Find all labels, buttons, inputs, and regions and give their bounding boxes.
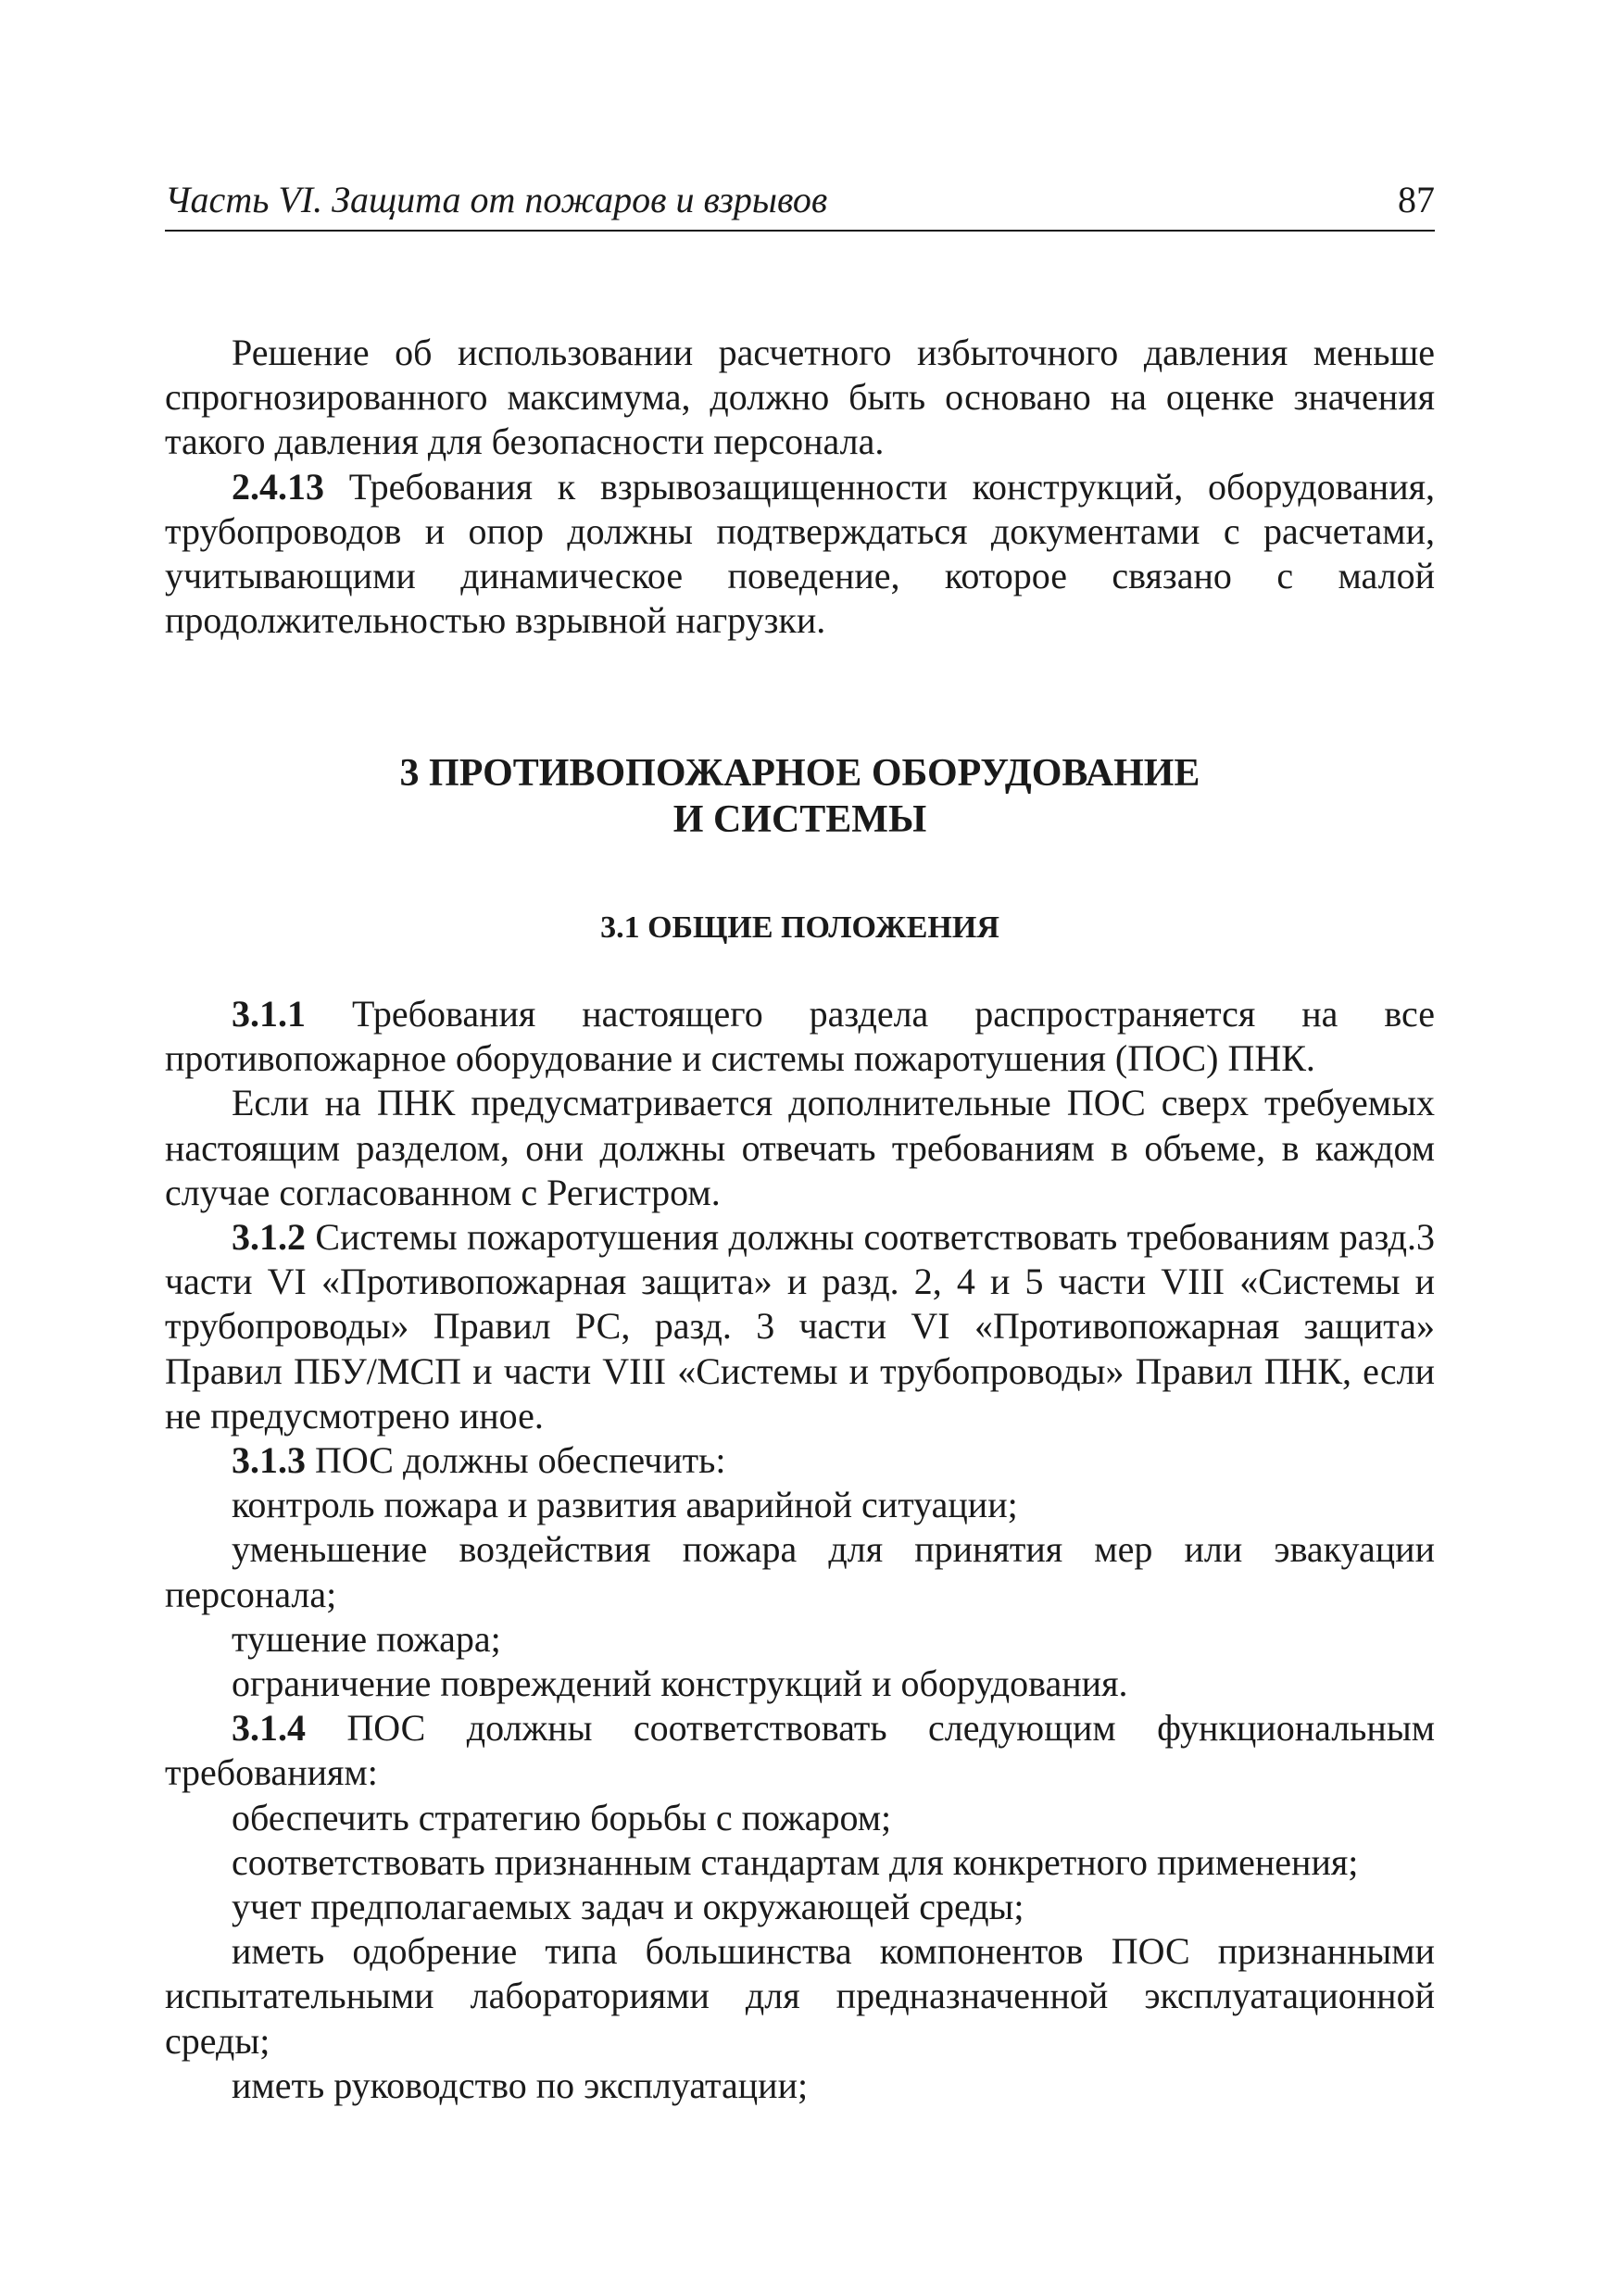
- paragraph: 3.1.3 ПОС должны обеспечить:: [232, 1439, 726, 1482]
- list-item: иметь одобрение типа большинства компонентов ПОС признанными испытательными лабораториями для предназначенной эксплуатационной среды;: [165, 1930, 1435, 2062]
- paragraph: 3.1.4 ПОС должны соответствовать следующим функциональным требованиям:: [165, 1707, 1435, 1794]
- intro-text: [165, 331, 1435, 643]
- list-item: ограничение повреждений конструкций и оборудования.: [232, 1662, 1128, 1705]
- list-item: уменьшение воздействия пожара для принятия мер или эвакуации персонала;: [165, 1528, 1435, 1615]
- paragraph: Если на ПНК предусматривается дополнительные ПОС сверх требуемых настоящим разделом, они должны отвечать требованиям в объеме, в каждом случае согласованном с Регистром.: [165, 1082, 1435, 1213]
- paragraph: 3.1.2 Системы пожаротушения должны соответствовать требованиям разд.3 части VI «Противопожарная защита» и разд. 2, 4 и 5 части VIII «Системы и трубопроводы» Правил РС, разд. 3 части VI «Противопожарная защита» Правил ПБУ/МСП и части VIII «Системы и трубопроводы» Правил ПНК, если не предусмотрено иное.: [165, 1216, 1435, 1437]
- list-item: контроль пожара и развития аварийной ситуации;: [232, 1484, 1018, 1526]
- clause-number: 3.1.4: [232, 1707, 306, 1750]
- clause-number: 3.1.2: [232, 1216, 306, 1259]
- list-item: иметь руководство по эксплуатации;: [232, 2064, 809, 2106]
- list-item: обеспечить стратегию борьбы с пожаром;: [232, 1796, 892, 1838]
- list-item: учет предполагаемых задач и окружающей среды;: [232, 1886, 1024, 1928]
- section-body: [165, 992, 1435, 2108]
- list-item: соответствовать признанным стандартам для конкретного применения;: [232, 1840, 1359, 1883]
- clause-number: 3.1.1: [232, 993, 306, 1035]
- paragraph: 3.1.1 Требования настоящего раздела распространяется на все противопожарное оборудование и системы пожаротушения (ПОС) ПНК.: [165, 993, 1435, 1080]
- clause-number: 3.1.3: [232, 1439, 306, 1482]
- running-title: Часть VI. Защита от пожаров и взрывов: [165, 179, 828, 220]
- clause-number: 2.4.13: [232, 465, 324, 508]
- paragraph: Решение об использовании расчетного избыточного давления меньше спрогнозированного максимума, должно быть основано на оценке значения такого давления для безопасности персонала.: [165, 332, 1435, 463]
- page-number: 87: [1398, 179, 1435, 220]
- running-header: [165, 176, 1435, 232]
- paragraph: 2.4.13 Требования к взрывозащищенности конструкций, оборудования, трубопроводов и опор должны подтверждаться документами с расчетами, учитывающими динамическое поведение, которое связано с малой продолжительностью взрывной нагрузки.: [165, 465, 1435, 642]
- list-item: тушение пожара;: [232, 1617, 501, 1660]
- section-title: 3 ПРОТИВОПОЖАРНОЕ ОБОРУДОВАНИЕ И СИСТЕМЫ: [399, 752, 1200, 841]
- subsection-title: 3.1 ОБЩИЕ ПОЛОЖЕНИЯ: [600, 910, 999, 945]
